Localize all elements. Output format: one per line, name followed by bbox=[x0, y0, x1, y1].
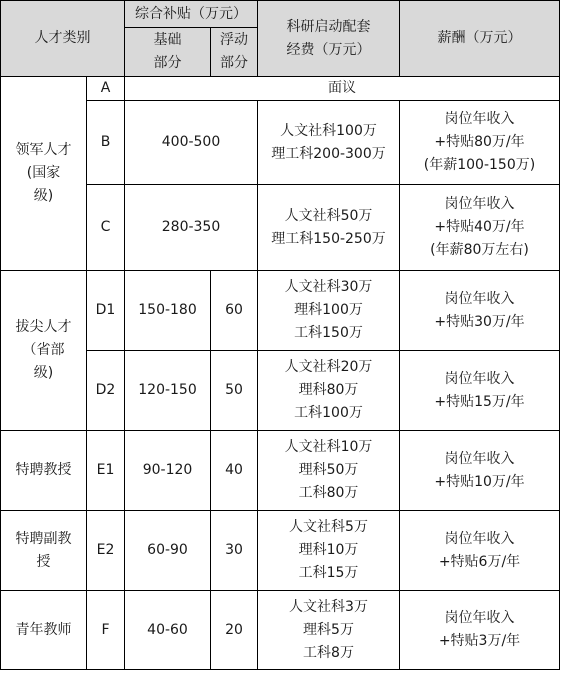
level-code: F bbox=[87, 591, 125, 670]
subsidy-base-value: 60-90 bbox=[125, 511, 211, 591]
subsidy-header-text: 综合补贴（万元） bbox=[135, 5, 247, 22]
subsidy-base-value: 120-150 bbox=[125, 351, 211, 431]
research-fund-line: 人文社科5万 bbox=[289, 519, 368, 535]
group-label-line: （省部 bbox=[22, 342, 65, 358]
table-row bbox=[1, 591, 560, 670]
salary-line: 岗位年收入 bbox=[444, 530, 515, 547]
group-label-line: 级) bbox=[33, 365, 54, 381]
salary-line: +特贴10万/年 bbox=[434, 473, 525, 490]
research-fund-line: 人文社科3万 bbox=[289, 598, 368, 615]
research-fund-line: 理科100万 bbox=[294, 302, 363, 318]
salary-line: 岗位年收入 bbox=[444, 370, 515, 387]
subsidy-float-value: 50 bbox=[211, 351, 258, 431]
research-fund-line: 工科15万 bbox=[298, 565, 359, 581]
subsidy-float-value: 40 bbox=[211, 431, 258, 511]
research-fund-header bbox=[258, 1, 400, 77]
subsidy-float-header-line: 部分 bbox=[220, 55, 248, 71]
salary-cell bbox=[400, 431, 560, 511]
group-label-line: 特聘副教 bbox=[15, 530, 72, 547]
level-code: A bbox=[87, 77, 125, 101]
research-fund-line: 工科80万 bbox=[298, 485, 359, 501]
research-fund-line: 人文社科10万 bbox=[284, 439, 373, 455]
subsidy-base-value: 90-120 bbox=[125, 431, 211, 511]
talent-category-header-text: 人才类别 bbox=[34, 30, 91, 46]
salary-line: 岗位年收入 bbox=[444, 196, 515, 212]
subsidy-float-value: 60 bbox=[211, 271, 258, 351]
group-label-line: 级) bbox=[33, 188, 54, 204]
subsidy-value: 400-500 bbox=[125, 101, 258, 185]
research-fund-line: 工科8万 bbox=[303, 644, 354, 661]
salary-line: 岗位年收入 bbox=[444, 450, 515, 467]
subsidy-float-header-line: 浮动 bbox=[220, 32, 248, 48]
subsidy-header bbox=[125, 1, 258, 28]
level-code: C bbox=[87, 185, 125, 271]
level-code: E1 bbox=[87, 431, 125, 511]
group-label-leader bbox=[1, 77, 87, 271]
research-fund-line: 人文社科20万 bbox=[284, 359, 373, 375]
research-fund-line: 人文社科30万 bbox=[284, 279, 373, 295]
salary-header-text: 薪酬（万元） bbox=[437, 30, 522, 46]
research-fund-cell bbox=[258, 351, 400, 431]
research-fund-line: 理科10万 bbox=[298, 542, 359, 558]
salary-cell bbox=[400, 271, 560, 351]
talent-category-header bbox=[1, 1, 125, 77]
research-fund-line: 理科5万 bbox=[303, 621, 354, 638]
salary-cell bbox=[400, 511, 560, 591]
group-label-assoc bbox=[1, 511, 87, 591]
salary-line: +特贴40万/年 bbox=[434, 219, 525, 235]
salary-line: +特贴30万/年 bbox=[434, 313, 525, 330]
research-fund-line: 人文社科50万 bbox=[284, 207, 373, 224]
level-code: E2 bbox=[87, 511, 125, 591]
salary-cell bbox=[400, 101, 560, 185]
salary-line: (年薪100-150万) bbox=[423, 157, 536, 173]
group-label-line: 授 bbox=[36, 553, 51, 570]
salary-header bbox=[400, 1, 560, 77]
level-code: B bbox=[87, 101, 125, 185]
subsidy-base-value: 150-180 bbox=[125, 271, 211, 351]
salary-line: +特贴3万/年 bbox=[438, 633, 521, 649]
group-label-top bbox=[1, 271, 87, 431]
subsidy-base-header-line: 基础 bbox=[153, 32, 182, 48]
salary-line: +特贴80万/年 bbox=[434, 134, 525, 150]
research-fund-header-line: 经费（万元） bbox=[286, 41, 371, 58]
research-fund-line: 工科100万 bbox=[294, 405, 363, 421]
salary-cell bbox=[400, 591, 560, 670]
table-row bbox=[1, 77, 560, 101]
table-row bbox=[1, 511, 560, 591]
group-label-special: 特聘教授 bbox=[1, 431, 87, 511]
research-fund-line: 理科50万 bbox=[298, 462, 359, 478]
group-label-line: 拔尖人才 bbox=[15, 319, 72, 335]
research-fund-line: 理工科200-300万 bbox=[271, 145, 386, 162]
table-row bbox=[1, 431, 560, 511]
level-code: D2 bbox=[87, 351, 125, 431]
salary-line: +特贴6万/年 bbox=[438, 553, 521, 570]
salary-line: +特贴15万/年 bbox=[434, 393, 525, 410]
group-label-line: (国家 bbox=[26, 165, 61, 181]
negotiable-cell: 面议 bbox=[125, 77, 560, 101]
research-fund-line: 工科150万 bbox=[294, 325, 363, 341]
subsidy-float-header bbox=[211, 28, 258, 77]
subsidy-value: 280-350 bbox=[125, 185, 258, 271]
header-row bbox=[1, 1, 560, 28]
research-fund-cell bbox=[258, 185, 400, 271]
subsidy-float-value: 20 bbox=[211, 591, 258, 670]
research-fund-header-line: 科研启动配套 bbox=[286, 18, 371, 35]
research-fund-cell bbox=[258, 511, 400, 591]
salary-line: 岗位年收入 bbox=[444, 111, 515, 127]
salary-line: 岗位年收入 bbox=[444, 290, 515, 307]
salary-cell bbox=[400, 185, 560, 271]
salary-line: 岗位年收入 bbox=[444, 610, 515, 626]
research-fund-line: 理科80万 bbox=[298, 382, 359, 398]
subsidy-base-header bbox=[125, 28, 211, 77]
subsidy-base-header-line: 部分 bbox=[153, 55, 182, 71]
subsidy-base-value: 40-60 bbox=[125, 591, 211, 670]
level-code: D1 bbox=[87, 271, 125, 351]
research-fund-cell bbox=[258, 271, 400, 351]
salary-line: (年薪80万左右) bbox=[430, 242, 529, 258]
research-fund-cell bbox=[258, 591, 400, 670]
research-fund-cell bbox=[258, 431, 400, 511]
research-fund-line: 人文社科100万 bbox=[280, 122, 377, 139]
salary-cell bbox=[400, 351, 560, 431]
research-fund-cell bbox=[258, 101, 400, 185]
research-fund-line: 理工科150-250万 bbox=[271, 230, 386, 247]
subsidy-float-value: 30 bbox=[211, 511, 258, 591]
group-label-young: 青年教师 bbox=[1, 591, 87, 670]
table-row bbox=[1, 271, 560, 351]
group-label-line: 领军人才 bbox=[15, 142, 72, 158]
